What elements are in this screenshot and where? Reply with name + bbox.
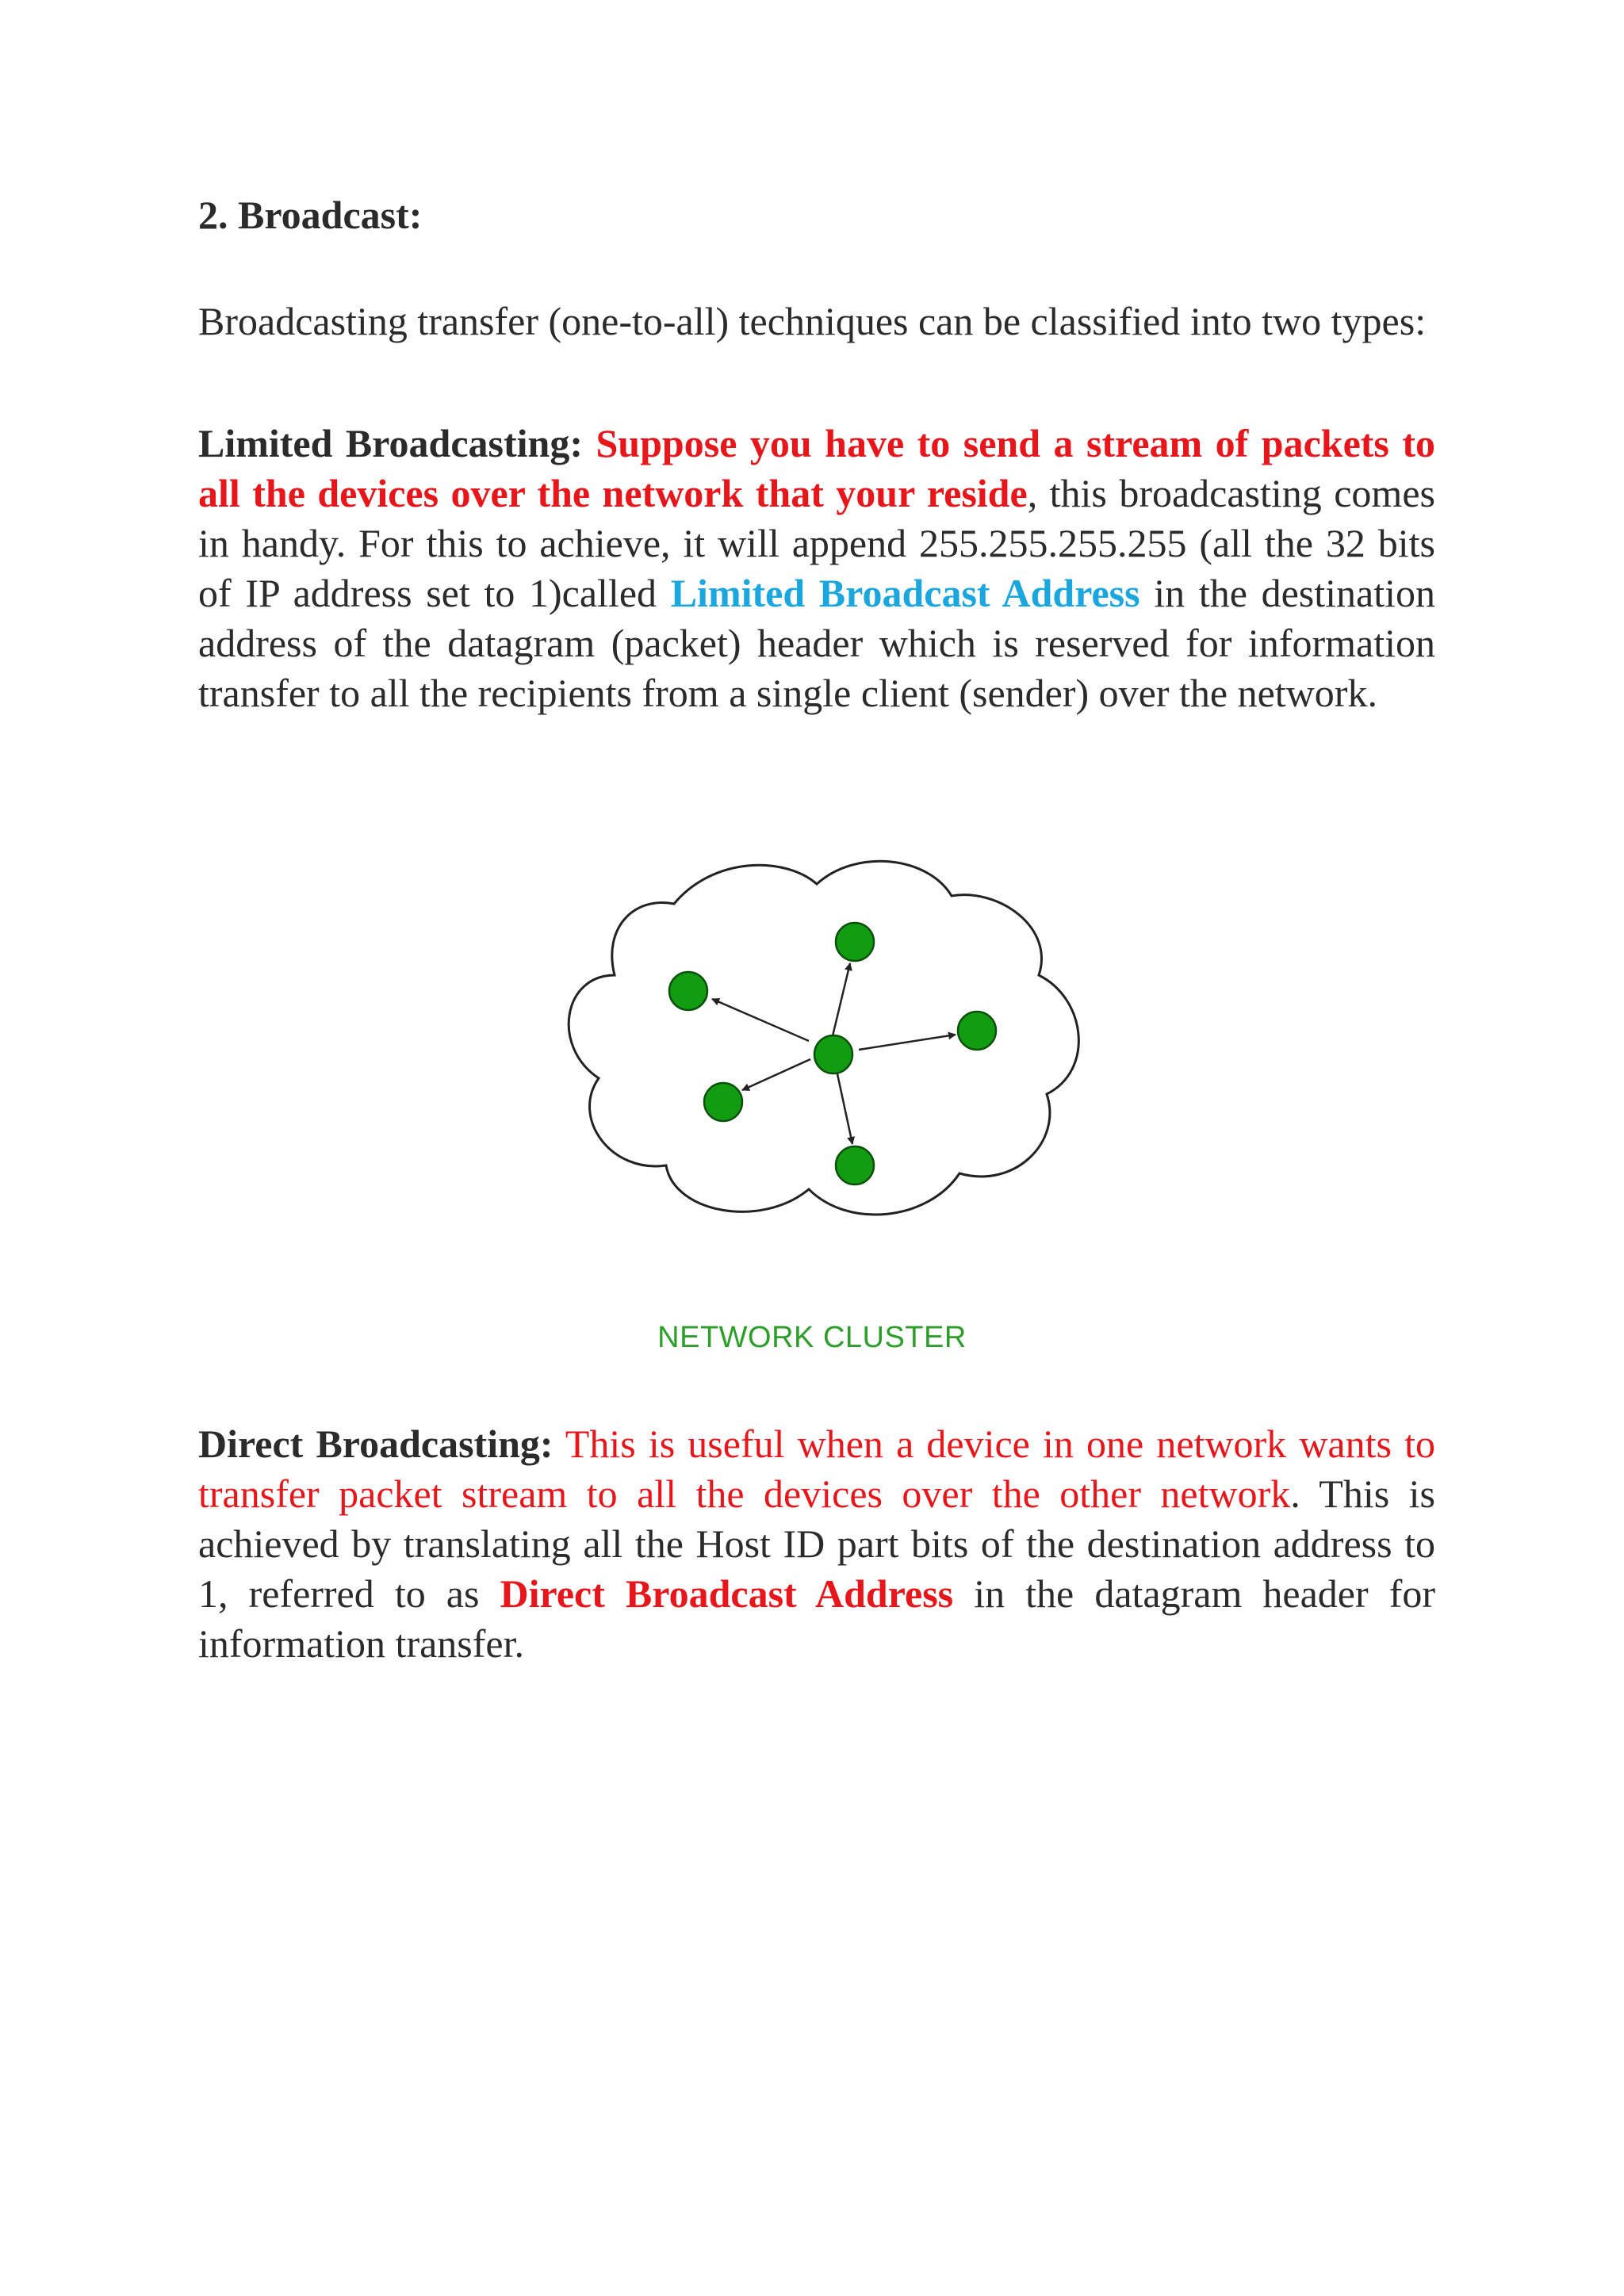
left-node (669, 972, 707, 1010)
direct-broadcasting-text-2: in the datagram header for information transfer. (198, 1571, 1436, 1666)
arrow-to-top-node (831, 963, 850, 1043)
limited-broadcast-address-term: Limited Broadcast Address (670, 571, 1140, 615)
direct-broadcasting-paragraph (198, 1419, 1435, 1669)
arrow-to-lower-left-node (742, 1059, 810, 1090)
arrow-to-right-node (859, 1035, 956, 1050)
direct-broadcasting-text-1: . This is achieved by translating all the Host ID part bits of the destination address to 1, referred to as (198, 1471, 1435, 1616)
limited-broadcasting-text-2: in the destination address of the datagram (packet) header which is reserved for information transfer to all the recipients from a single client (sender) over the network. (198, 571, 1435, 715)
limited-broadcasting-emphasis: Suppose you have to send a stream of packets to all the devices over the network that your reside (198, 421, 1436, 515)
limited-broadcasting-text-1: , this broadcasting comes in handy. For this to achieve, it will append 255.255.255.255 (all the 32 bits of IP address set to 1)called (198, 471, 1435, 615)
top-node (836, 923, 874, 961)
direct-broadcasting-label: Direct Broadcasting: (198, 1422, 553, 1466)
limited-broadcasting-paragraph (198, 419, 1435, 718)
direct-broadcasting-emphasis: This is useful when a device in one network wants to transfer packet stream to all the devices over the other network (198, 1422, 1435, 1516)
limited-broadcasting-label: Limited Broadcasting: (198, 421, 584, 465)
arrow-to-bottom-node (837, 1070, 852, 1144)
center-node (814, 1035, 852, 1073)
section-heading: 2. Broadcast: (198, 193, 423, 237)
figure-caption: NETWORK CLUSTER (657, 1321, 967, 1354)
bottom-node (836, 1146, 874, 1184)
intro-paragraph: Broadcasting transfer (one-to-all) techniques can be classified into two types: (198, 299, 1427, 343)
right-node (958, 1012, 996, 1050)
arrow-to-left-node (712, 999, 809, 1041)
network-cluster-figure (555, 840, 1094, 1237)
direct-broadcast-address-term: Direct Broadcast Address (500, 1571, 954, 1616)
network-cluster-diagram (555, 840, 1094, 1237)
network-nodes (669, 923, 996, 1184)
lower-left-node (704, 1083, 742, 1121)
